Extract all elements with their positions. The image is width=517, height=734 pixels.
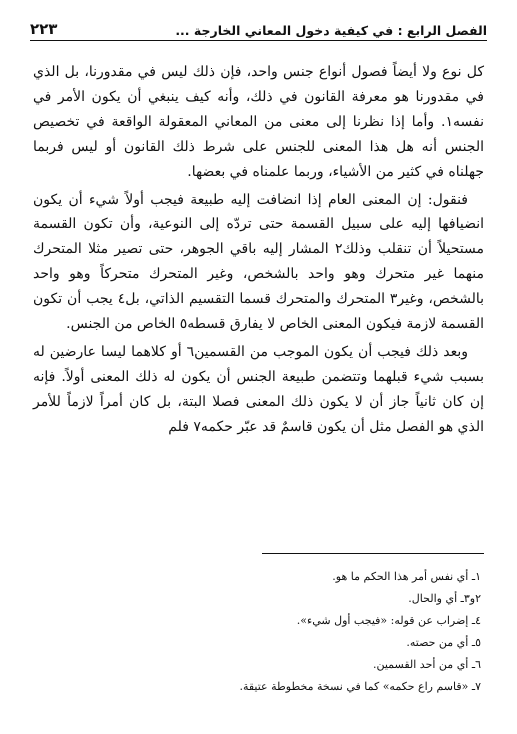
- paragraph: فنقول: إن المعنى العام إذا انضافت إليه طبيعة فيجب أولاً شيء أن يكون انضيافها إليه على سبيل القسمة حتى تردّه إلى النوعية، وأن تكون القسمة مستحيلاً أن تنقلب وذلك٢ المشار إليه باقي الجوهر، حتى تصير مثلا المتحرك منهما غير متحرك وهو واحد بالشخص، وغير المتحرك متحركاً وهو واحد بالشخص، وغير٣ المتحرك والمتحرك قسما التقسيم الذاتي، بل٤ يجب أن تكون القسمة لازمة فيكون المعنى الخاص لا يفارق قسطه٥ الخاص من الجنس.: [33, 191, 485, 333]
- page-number: ٢٢٣: [30, 20, 58, 38]
- footnote: ٧ـ «قاسم راع حكمه» كما في نسخة مخطوطة عتيقة.: [239, 680, 481, 693]
- footnote: ١ـ أي نفس أمر هذا الحكم ما هو.: [332, 570, 481, 583]
- running-title: الفصل الرابع : في كيفية دخول المعاني الخارجة ...: [175, 23, 487, 38]
- header-rule: [30, 40, 487, 41]
- footnote: ٤ـ إضراب عن قوله: «فيجب أول شيء».: [296, 614, 481, 627]
- footnotes: [33, 566, 481, 698]
- paragraph: وبعد ذلك فيجب أن يكون الموجب من القسمين٦ أو كلاهما ليسا عارضين له بسبب شيء قبلهما وتتضمن طبيعة الجنس أن يكون له ذلك المعنى أولاً. فإنه إن كان ثانياً جاز أن لا يكون ذلك المعنى فصلا البتة، بل كان أمراً لازماً للأمر الذي هو الفصل مثل أن يكون قاسمٌ قد عبّر حكمه٧ فلم: [33, 343, 484, 435]
- footnote-rule: [262, 553, 484, 554]
- paragraph: كل نوع ولا أيضاً فصول أنواع جنس واحد، فإن ذلك ليس في مقدورنا، بل الذي في مقدورنا هو معرفة القانون في ذلك، وأنه كيف ينبغي أن يكون الأمر في نفسه١. وأما إذا نظرنا إلى معنى من المعاني المعقولة الواقعة في تخصيص الجنس أنه هل هذا المعنى للجنس على شرط ذلك القانون أو ليس فربما جهلناه في كثير من الأشياء، وربما علمناه في بعضها.: [33, 64, 484, 180]
- footnote: ٢و٣ـ أي والحال.: [408, 592, 481, 605]
- page-header: [30, 14, 487, 38]
- footnote: ٦ـ أي من أحد القسمين.: [372, 658, 481, 671]
- footnote: ٥ـ أي من حصته.: [406, 636, 481, 649]
- body-text: [33, 60, 484, 443]
